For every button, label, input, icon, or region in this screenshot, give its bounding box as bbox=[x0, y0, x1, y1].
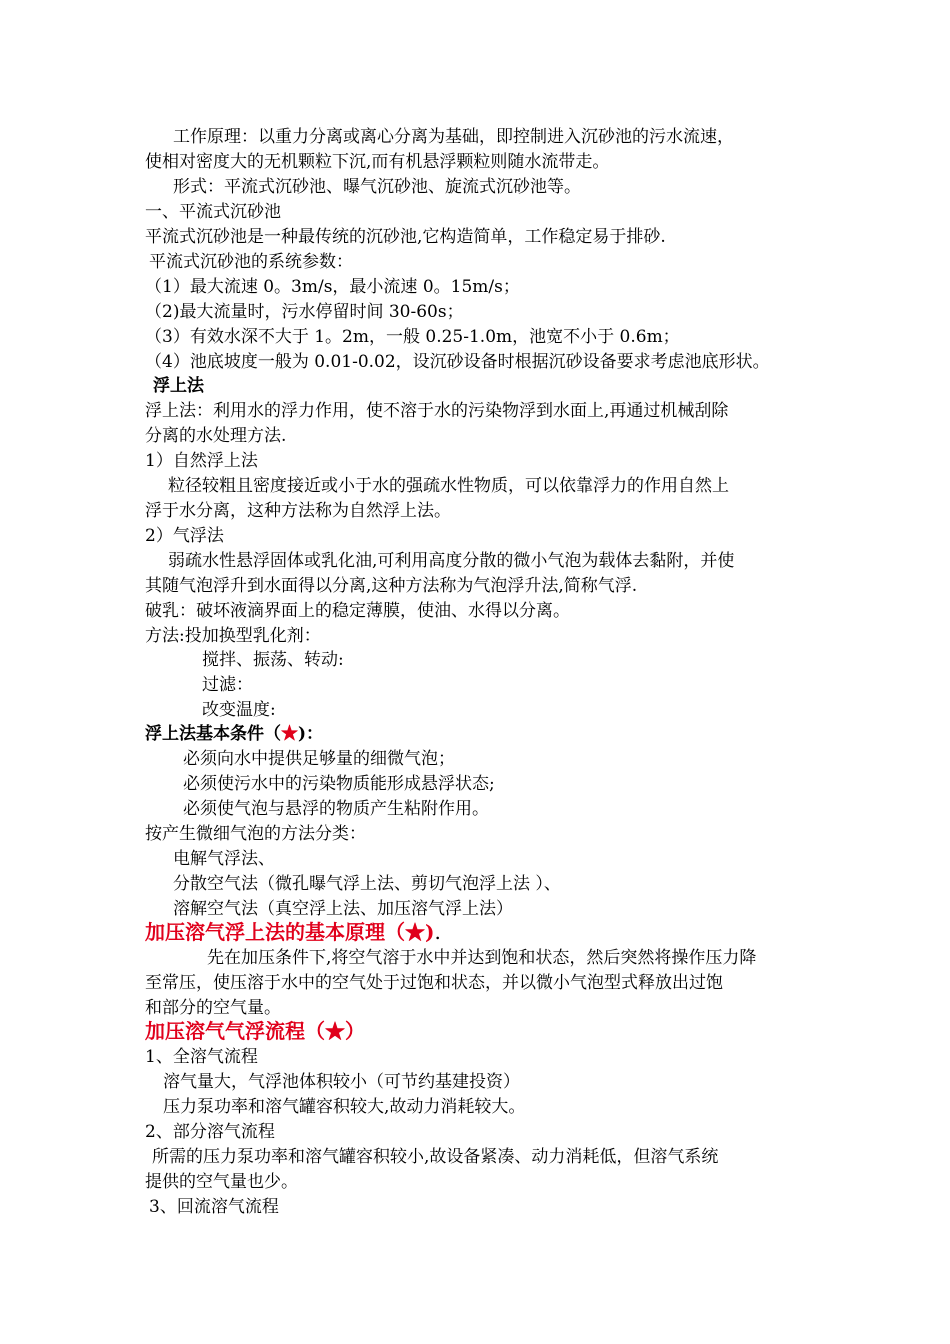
heading-text: 加压溶气浮上法的基本原理（★) bbox=[145, 920, 435, 944]
list-item: 溶解空气法（真空浮上法、加压溶气浮上法） bbox=[173, 899, 513, 919]
list-item: 必须向水中提供足够量的细微气泡； bbox=[183, 749, 455, 769]
subsection-heading: 2）气浮法 bbox=[145, 526, 224, 546]
section-heading bbox=[145, 920, 441, 944]
list-item: 改变温度: bbox=[202, 700, 276, 720]
list-item: 必须使气泡与悬浮的物质产生粘附作用。 bbox=[183, 799, 489, 819]
subsection-heading: 2、部分溶气流程 bbox=[145, 1122, 275, 1142]
text-line: 和部分的空气量。 bbox=[145, 998, 281, 1018]
section-heading: 一、平流式沉砂池 bbox=[145, 202, 281, 222]
text-line: 溶气量大，气浮池体积较小（可节约基建投资） bbox=[163, 1072, 520, 1092]
text-line: （1）最大流速 0。3m/s，最小流速 0。15m/s； bbox=[145, 277, 520, 297]
text-line: 方法:投加换型乳化剂： bbox=[145, 626, 321, 646]
section-heading bbox=[145, 722, 323, 746]
list-item: 必须使污水中的污染物质能形成悬浮状态; bbox=[183, 774, 495, 794]
star-icon: ★ bbox=[281, 724, 298, 744]
text-line: 浮于水分离，这种方法称为自然浮上法。 bbox=[145, 501, 451, 521]
list-item: 电解气浮法、 bbox=[173, 849, 275, 869]
text-line: 工作原理：以重力分离或离心分离为基础，即控制进入沉砂池的污水流速， bbox=[173, 127, 734, 147]
heading-suffix: . bbox=[434, 920, 441, 944]
text-line: 浮上法：利用水的浮力作用，使不溶于水的污染物浮到水面上,再通过机械刮除 bbox=[145, 401, 729, 421]
subsection-heading: 1）自然浮上法 bbox=[145, 451, 258, 471]
text-line: 提供的空气量也少。 bbox=[145, 1172, 298, 1192]
subsection-heading: 1、全溶气流程 bbox=[145, 1047, 258, 1067]
subsection-heading: 3、回流溶气流程 bbox=[149, 1197, 279, 1217]
list-item: 过滤： bbox=[202, 675, 253, 695]
text-line: 其随气泡浮升到水面得以分离,这种方法称为气泡浮升法,简称气浮. bbox=[145, 576, 638, 596]
text-line: 至常压，使压溶于水中的空气处于过饱和状态，并以微小气泡型式释放出过饱 bbox=[145, 973, 723, 993]
text-line: 粒径较粗且密度接近或小于水的强疏水性物质，可以依靠浮力的作用自然上 bbox=[168, 476, 729, 496]
heading-text: 浮上法基本条件（ bbox=[145, 724, 281, 744]
text-line: 按产生微细气泡的方法分类： bbox=[145, 824, 366, 844]
text-line: 平流式沉砂池的系统参数： bbox=[149, 252, 353, 272]
text-line: （2)最大流量时，污水停留时间 30-60s； bbox=[145, 302, 464, 322]
heading-suffix: )： bbox=[298, 724, 324, 744]
text-line: 形式：平流式沉砂池、曝气沉砂池、旋流式沉砂池等。 bbox=[173, 177, 581, 197]
section-heading: 浮上法 bbox=[153, 376, 204, 396]
list-item: 分散空气法（微孔曝气浮上法、剪切气泡浮上法 ）、 bbox=[173, 874, 561, 894]
text-line: 使相对密度大的无机颗粒下沉,而有机悬浮颗粒则随水流带走。 bbox=[145, 152, 610, 172]
text-line: 弱疏水性悬浮固体或乳化油,可利用高度分散的微小气泡为载体去黏附，并使 bbox=[168, 551, 735, 571]
list-item: 搅拌、振荡、转动: bbox=[202, 650, 344, 670]
text-line: （3）有效水深不大于 1。2m，一般 0.25-1.0m，池宽不小于 0.6m； bbox=[145, 327, 680, 347]
text-line: 破乳：破坏液滴界面上的稳定薄膜，使油、水得以分离。 bbox=[145, 601, 570, 621]
text-line: 压力泵功率和溶气罐容积较大,故动力消耗较大。 bbox=[163, 1097, 526, 1117]
text-line: 先在加压条件下,将空气溶于水中并达到饱和状态，然后突然将操作压力降 bbox=[207, 948, 757, 968]
text-line: 平流式沉砂池是一种最传统的沉砂池,它构造简单，工作稳定易于排砂. bbox=[145, 227, 666, 247]
text-line: 分离的水处理方法. bbox=[145, 426, 287, 446]
section-heading: 加压溶气气浮流程（★） bbox=[145, 1019, 365, 1043]
text-line: 所需的压力泵功率和溶气罐容积较小,故设备紧凑、动力消耗低，但溶气系统 bbox=[152, 1147, 719, 1167]
text-line: （4）池底坡度一般为 0.01-0.02，设沉砂设备时根据沉砂设备要求考虑池底形状。 bbox=[145, 352, 770, 372]
